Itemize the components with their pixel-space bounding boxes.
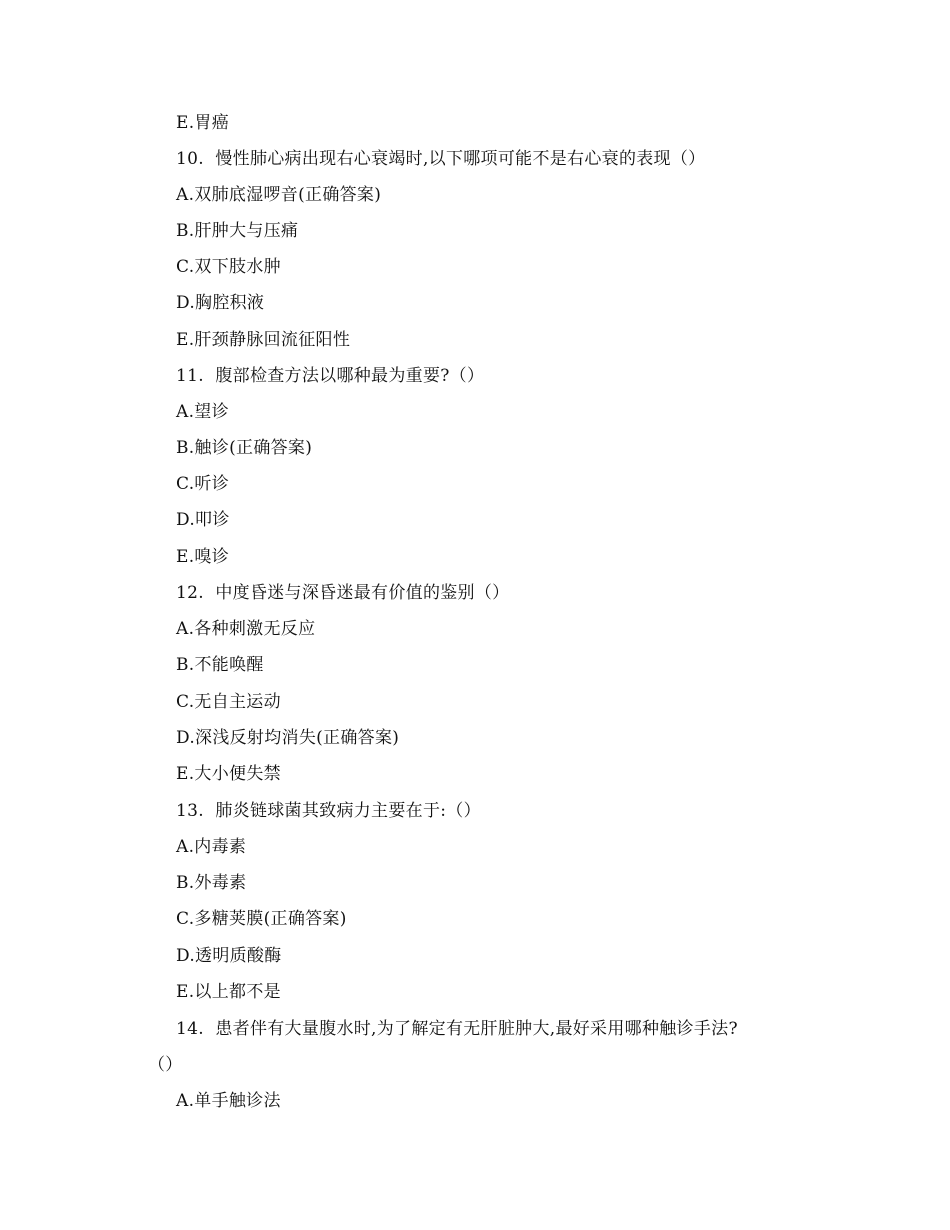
option-10b: B.肝肿大与压痛: [176, 221, 299, 241]
option-12b: B.不能唤醒: [176, 655, 264, 675]
option-12c: C.无自主运动: [176, 692, 281, 712]
option-11d: D.叩诊: [176, 510, 230, 530]
option-13b: B.外毒素: [176, 873, 247, 893]
question-14: 14. 患者伴有大量腹水时,为了解定有无肝脏肿大,最好采用哪种触诊手法?: [176, 1019, 738, 1039]
option-11b: B.触诊(正确答案): [176, 438, 313, 458]
option-13c: C.多糖荚膜(正确答案): [176, 909, 347, 929]
question-13: 13. 肺炎链球菌其致病力主要在于:（）: [176, 801, 481, 821]
option-11a: A.望诊: [176, 402, 229, 422]
option-10d: D.胸腔积液: [176, 293, 265, 313]
option-13d: D.透明质酸酶: [176, 946, 282, 966]
option-14a: A.单手触诊法: [176, 1091, 281, 1111]
question-11: 11. 腹部检查方法以哪种最为重要?（）: [176, 366, 485, 386]
question-14-continuation: （）: [148, 1055, 183, 1075]
option-13e: E.以上都不是: [176, 982, 281, 1002]
option-12e: E.大小便失禁: [176, 764, 281, 784]
option-11e: E.嗅诊: [176, 547, 230, 567]
option-13a: A.内毒素: [176, 837, 247, 857]
question-10: 10. 慢性肺心病出现右心衰竭时,以下哪项可能不是右心衰的表现（）: [176, 149, 706, 169]
option-10e: E.肝颈静脉回流征阳性: [176, 330, 351, 350]
option-12a: A.各种刺激无反应: [176, 619, 316, 639]
option-12d: D.深浅反射均消失(正确答案): [176, 728, 400, 748]
option-10a: A.双肺底湿啰音(正确答案): [176, 185, 382, 205]
option-11c: C.听诊: [176, 474, 230, 494]
option-9e: E.胃癌: [176, 113, 230, 133]
option-10c: C.双下肢水肿: [176, 257, 281, 277]
question-12: 12. 中度昏迷与深昏迷最有价值的鉴别（）: [176, 583, 510, 603]
